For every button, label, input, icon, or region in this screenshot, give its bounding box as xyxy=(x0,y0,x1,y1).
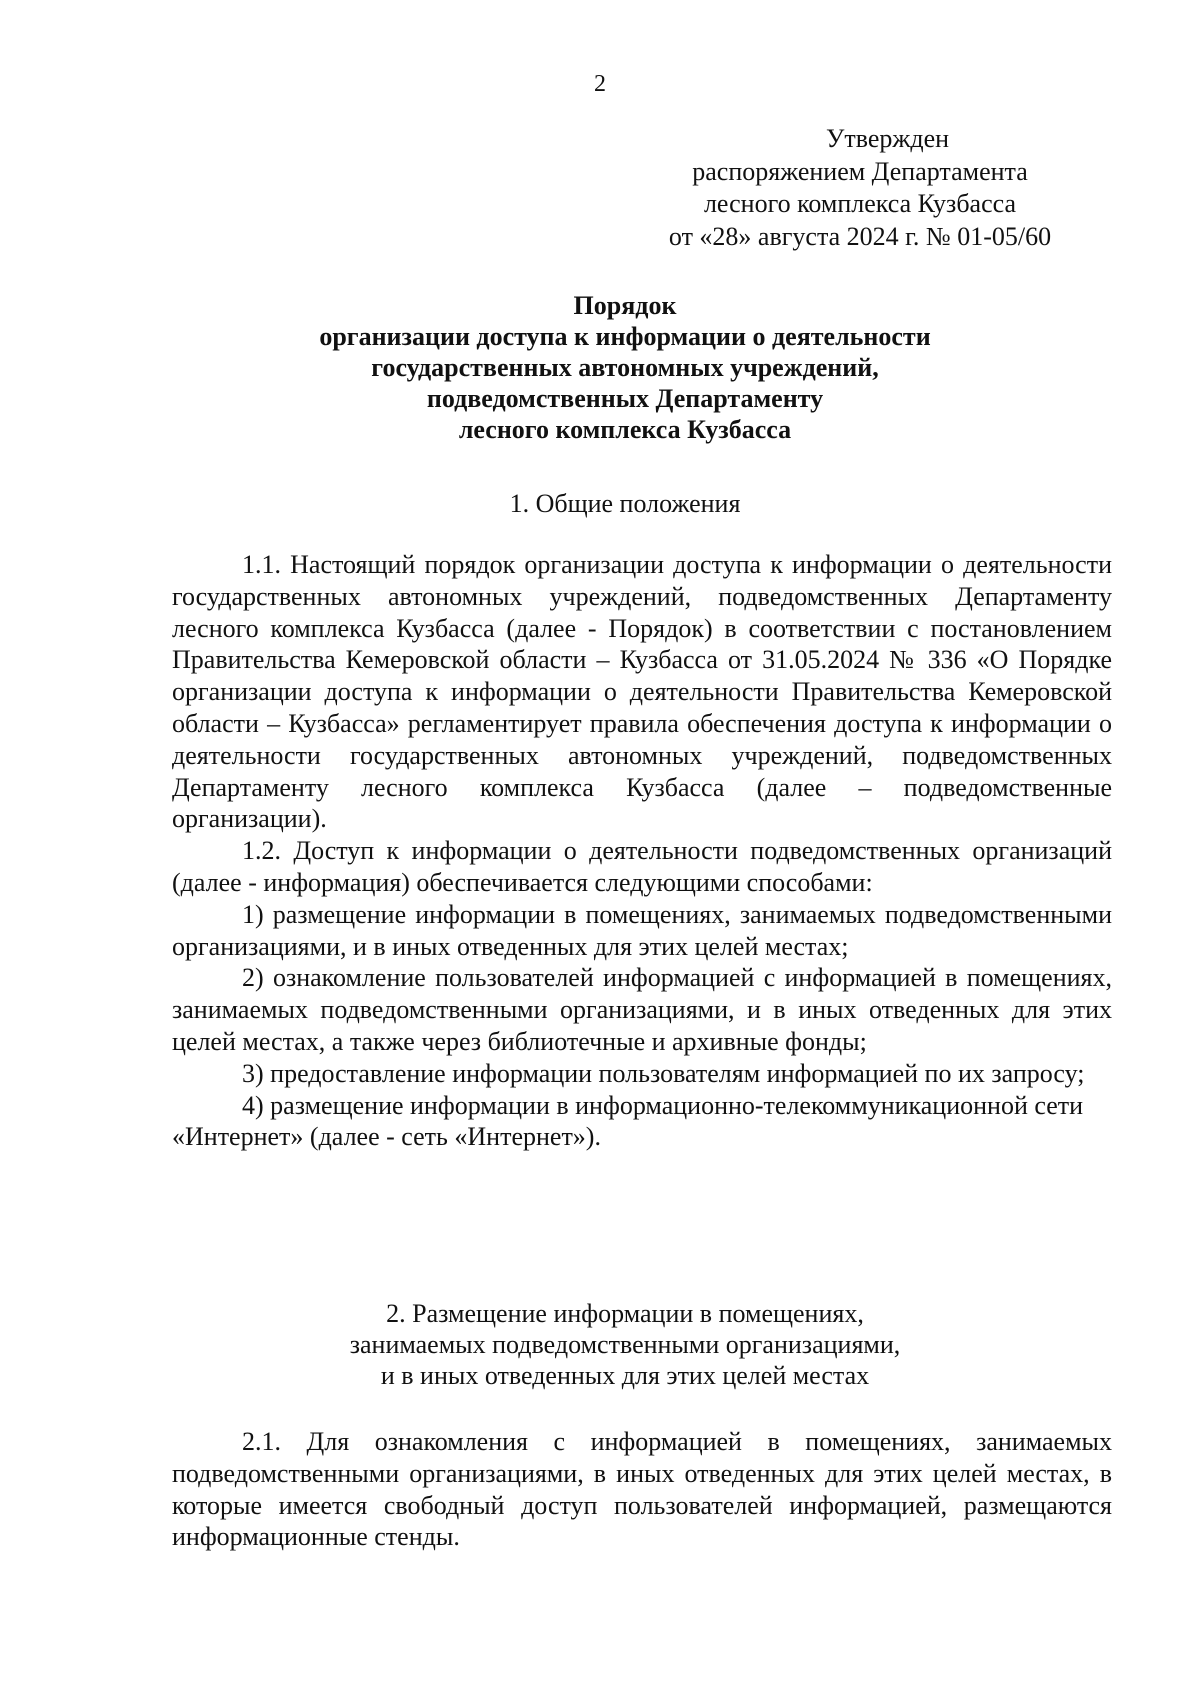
list-item: 2) ознакомление пользователей информацией с информацией в помещениях, занимаемых подведомственными организациями, и в иных отведенных для этих целей местах, а также через библиотечные и архивные фонды; xyxy=(172,963,1112,1056)
list-item: 1) размещение информации в помещениях, занимаемых подведомственными организациями, и в иных отведенных для этих целей местах; xyxy=(172,899,1112,961)
list-item: 3) предоставление информации пользователям информацией по их запросу; xyxy=(242,1058,1085,1088)
approval-stamp xyxy=(560,123,1160,253)
section-2-heading-line: занимаемых подведомственными организациями, xyxy=(349,1330,901,1359)
approval-line: Утвержден xyxy=(825,124,950,153)
section-1-body xyxy=(172,549,1112,1153)
section-2-heading-line: 2. Размещение информации в помещениях, xyxy=(386,1299,864,1328)
paragraph-2-1: 2.1. Для ознакомления с информацией в помещениях, занимаемых подведомственными организациями, в иных отведенных для этих целей местах, в которые имеется свободный доступ пользователей информацией, размещаются информационные стенды. xyxy=(172,1427,1112,1552)
title-line: Порядок xyxy=(573,291,677,320)
section-1-heading xyxy=(150,488,1050,519)
list-item: 4) размещение информации в информационно-телекоммуникационной сети «Интернет» (далее - сеть «Интернет»). xyxy=(172,1090,1084,1152)
paragraph-1-2: 1.2. Доступ к информации о деятельности подведомственных организаций (далее - информация) обеспечивается следующими способами: xyxy=(172,836,1112,897)
section-1-heading-text: 1. Общие положения xyxy=(509,489,741,518)
title-line: подведомственных Департаменту xyxy=(426,384,824,413)
section-2-heading xyxy=(150,1298,1050,1391)
section-2-heading-line: и в иных отведенных для этих целей местах xyxy=(380,1361,870,1390)
section-2-body xyxy=(172,1426,1112,1553)
approval-line: от «28» августа 2024 г. № 01-05/60 xyxy=(668,221,1052,251)
paragraph-1-1: 1.1. Настоящий порядок организации доступа к информации о деятельности государственных автономных учреждений, подведомственных Департаменту лесного комплекса Кузбасса (далее - Порядок) в соответствии с постановлением Правительства Кемеровской области – Кузбасса от 31.05.2024 № 336 «О Порядке организации доступа к информации о деятельности Правительства Кемеровской области – Кузбасса» регламентирует правила обеспечения доступа к информации о деятельности государственных автономных учреждений, подведомственных Департаменту лесного комплекса Кузбасса (далее – подведомственные организации). xyxy=(172,550,1112,834)
title-line: организации доступа к информации о деятельности xyxy=(319,322,931,351)
page-number: 2 xyxy=(594,71,606,97)
title-line: лесного комплекса Кузбасса xyxy=(458,415,792,444)
approval-line: лесного комплекса Кузбасса xyxy=(703,189,1017,218)
approval-line: распоряжением Департамента xyxy=(692,156,1028,186)
title-line: государственных автономных учреждений, xyxy=(371,353,879,382)
document-title xyxy=(150,290,1050,445)
